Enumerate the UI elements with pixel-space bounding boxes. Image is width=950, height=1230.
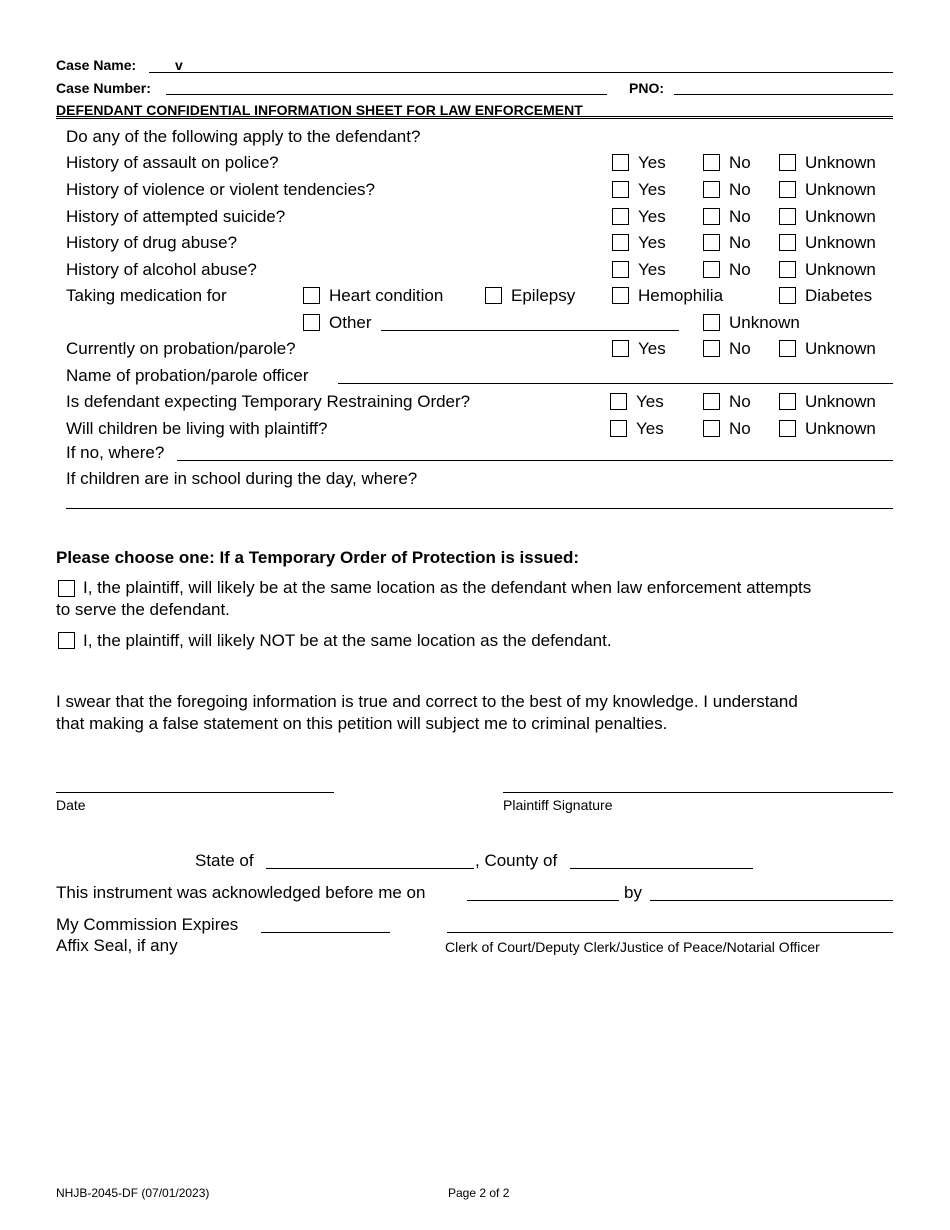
checkbox[interactable] — [779, 420, 796, 437]
checkbox[interactable] — [303, 287, 320, 304]
question-if-no: If no, where? — [66, 443, 165, 462]
officer-line[interactable] — [338, 383, 893, 384]
county-line[interactable] — [570, 868, 753, 869]
state-line[interactable] — [266, 868, 474, 869]
yes-label: Yes — [638, 339, 666, 358]
form-id: NHJB-2045-DF (07/01/2023) — [56, 1186, 210, 1200]
no-label: No — [729, 180, 751, 199]
commission-line[interactable] — [261, 932, 390, 933]
question-violence: History of violence or violent tendencies? — [66, 180, 375, 199]
heart-label: Heart condition — [329, 286, 444, 305]
no-label: No — [729, 207, 751, 226]
case-name-value[interactable]: v — [175, 57, 183, 73]
no-label: No — [729, 419, 751, 438]
checkbox[interactable] — [703, 420, 720, 437]
title-rule-double — [56, 118, 893, 119]
by-label: by — [624, 883, 642, 902]
checkbox[interactable] — [779, 181, 796, 198]
checkbox[interactable] — [612, 340, 629, 357]
checkbox[interactable] — [703, 340, 720, 357]
plaintiff-signature-label: Plaintiff Signature — [503, 797, 613, 813]
diabetes-label: Diabetes — [805, 286, 873, 305]
checkbox[interactable] — [703, 154, 720, 171]
question-medication: Taking medication for — [66, 286, 227, 305]
yes-label: Yes — [636, 392, 664, 411]
other-label: Other — [329, 313, 372, 332]
checkbox[interactable] — [703, 208, 720, 225]
unknown-label: Unknown — [805, 180, 876, 199]
checkbox[interactable] — [703, 234, 720, 251]
oath-line1: I swear that the foregoing information is true and correct to the best of my knowledge. I understand — [56, 692, 798, 711]
question-probation: Currently on probation/parole? — [66, 339, 296, 358]
checkbox[interactable] — [303, 314, 320, 331]
checkbox[interactable] — [485, 287, 502, 304]
case-name-line — [149, 72, 893, 73]
checkbox[interactable] — [703, 314, 720, 331]
checkbox[interactable] — [779, 234, 796, 251]
checkbox[interactable] — [612, 154, 629, 171]
checkbox[interactable] — [779, 393, 796, 410]
school-line[interactable] — [66, 508, 893, 509]
unknown-label: Unknown — [805, 153, 876, 172]
question-children: Will children be living with plaintiff? — [66, 419, 328, 438]
yes-label: Yes — [638, 153, 666, 172]
no-label: No — [729, 339, 751, 358]
oath-line2: that making a false statement on this petition will subject me to criminal penalties. — [56, 714, 668, 733]
pno-label: PNO: — [629, 80, 664, 96]
question-tro: Is defendant expecting Temporary Restraining Order? — [66, 392, 471, 411]
question-school: If children are in school during the day, where? — [66, 469, 418, 488]
commission-label: My Commission Expires — [56, 915, 239, 934]
date-label: Date — [56, 797, 86, 813]
pno-line[interactable] — [674, 94, 893, 95]
question-officer: Name of probation/parole officer — [66, 366, 309, 385]
yes-label: Yes — [638, 233, 666, 252]
yes-label: Yes — [638, 207, 666, 226]
county-label: , County of — [475, 851, 558, 870]
seal-label: Affix Seal, if any — [56, 936, 178, 955]
no-label: No — [729, 233, 751, 252]
date-line[interactable] — [56, 792, 334, 793]
choice-heading: Please choose one: If a Temporary Order of Protection is issued: — [56, 548, 580, 567]
unknown-label: Unknown — [805, 260, 876, 279]
page-number: Page 2 of 2 — [448, 1186, 510, 1200]
by-line[interactable] — [650, 900, 893, 901]
case-name-label: Case Name: — [56, 57, 137, 73]
state-label: State of — [195, 851, 254, 870]
unknown-label: Unknown — [805, 419, 876, 438]
acknowledged-date-line[interactable] — [467, 900, 619, 901]
intro-question: Do any of the following apply to the defendant? — [66, 127, 421, 146]
choice-option1-line1: I, the plaintiff, will likely be at the same location as the defendant when law enforcement attempts — [83, 578, 812, 597]
case-number-label: Case Number: — [56, 80, 151, 96]
checkbox[interactable] — [612, 234, 629, 251]
choice-option2: I, the plaintiff, will likely NOT be at the same location as the defendant. — [83, 631, 612, 650]
checkbox[interactable] — [703, 393, 720, 410]
no-label: No — [729, 153, 751, 172]
checkbox[interactable] — [612, 287, 629, 304]
checkbox[interactable] — [703, 261, 720, 278]
clerk-signature-line[interactable] — [447, 932, 893, 933]
unknown-label: Unknown — [805, 392, 876, 411]
checkbox[interactable] — [779, 208, 796, 225]
unknown-label: Unknown — [729, 313, 800, 332]
checkbox[interactable] — [610, 393, 627, 410]
checkbox[interactable] — [779, 261, 796, 278]
no-label: No — [729, 260, 751, 279]
choice-same-location-checkbox[interactable] — [58, 580, 75, 597]
checkbox[interactable] — [612, 261, 629, 278]
choice-option1-line2: to serve the defendant. — [56, 600, 230, 619]
checkbox[interactable] — [612, 181, 629, 198]
choice-not-same-location-checkbox[interactable] — [58, 632, 75, 649]
case-number-line[interactable] — [166, 94, 607, 95]
checkbox[interactable] — [779, 340, 796, 357]
question-alcohol: History of alcohol abuse? — [66, 260, 257, 279]
checkbox[interactable] — [779, 154, 796, 171]
unknown-label: Unknown — [805, 207, 876, 226]
title-rule — [56, 116, 893, 117]
yes-label: Yes — [638, 180, 666, 199]
sheet-title: DEFENDANT CONFIDENTIAL INFORMATION SHEET FOR LAW ENFORCEMENT — [56, 102, 583, 118]
question-drug: History of drug abuse? — [66, 233, 238, 252]
question-suicide: History of attempted suicide? — [66, 207, 286, 226]
unknown-label: Unknown — [805, 339, 876, 358]
checkbox[interactable] — [610, 420, 627, 437]
plaintiff-signature-line[interactable] — [503, 792, 893, 793]
no-label: No — [729, 392, 751, 411]
other-medication-line[interactable] — [381, 330, 679, 331]
checkbox[interactable] — [612, 208, 629, 225]
unknown-label: Unknown — [805, 233, 876, 252]
checkbox[interactable] — [703, 181, 720, 198]
clerk-label: Clerk of Court/Deputy Clerk/Justice of Peace/Notarial Officer — [445, 939, 820, 955]
epilepsy-label: Epilepsy — [511, 286, 576, 305]
question-assault: History of assault on police? — [66, 153, 279, 172]
yes-label: Yes — [638, 260, 666, 279]
yes-label: Yes — [636, 419, 664, 438]
if-no-line[interactable] — [177, 460, 893, 461]
acknowledged-label: This instrument was acknowledged before me on — [56, 883, 426, 902]
checkbox[interactable] — [779, 287, 796, 304]
hemophilia-label: Hemophilia — [638, 286, 724, 305]
